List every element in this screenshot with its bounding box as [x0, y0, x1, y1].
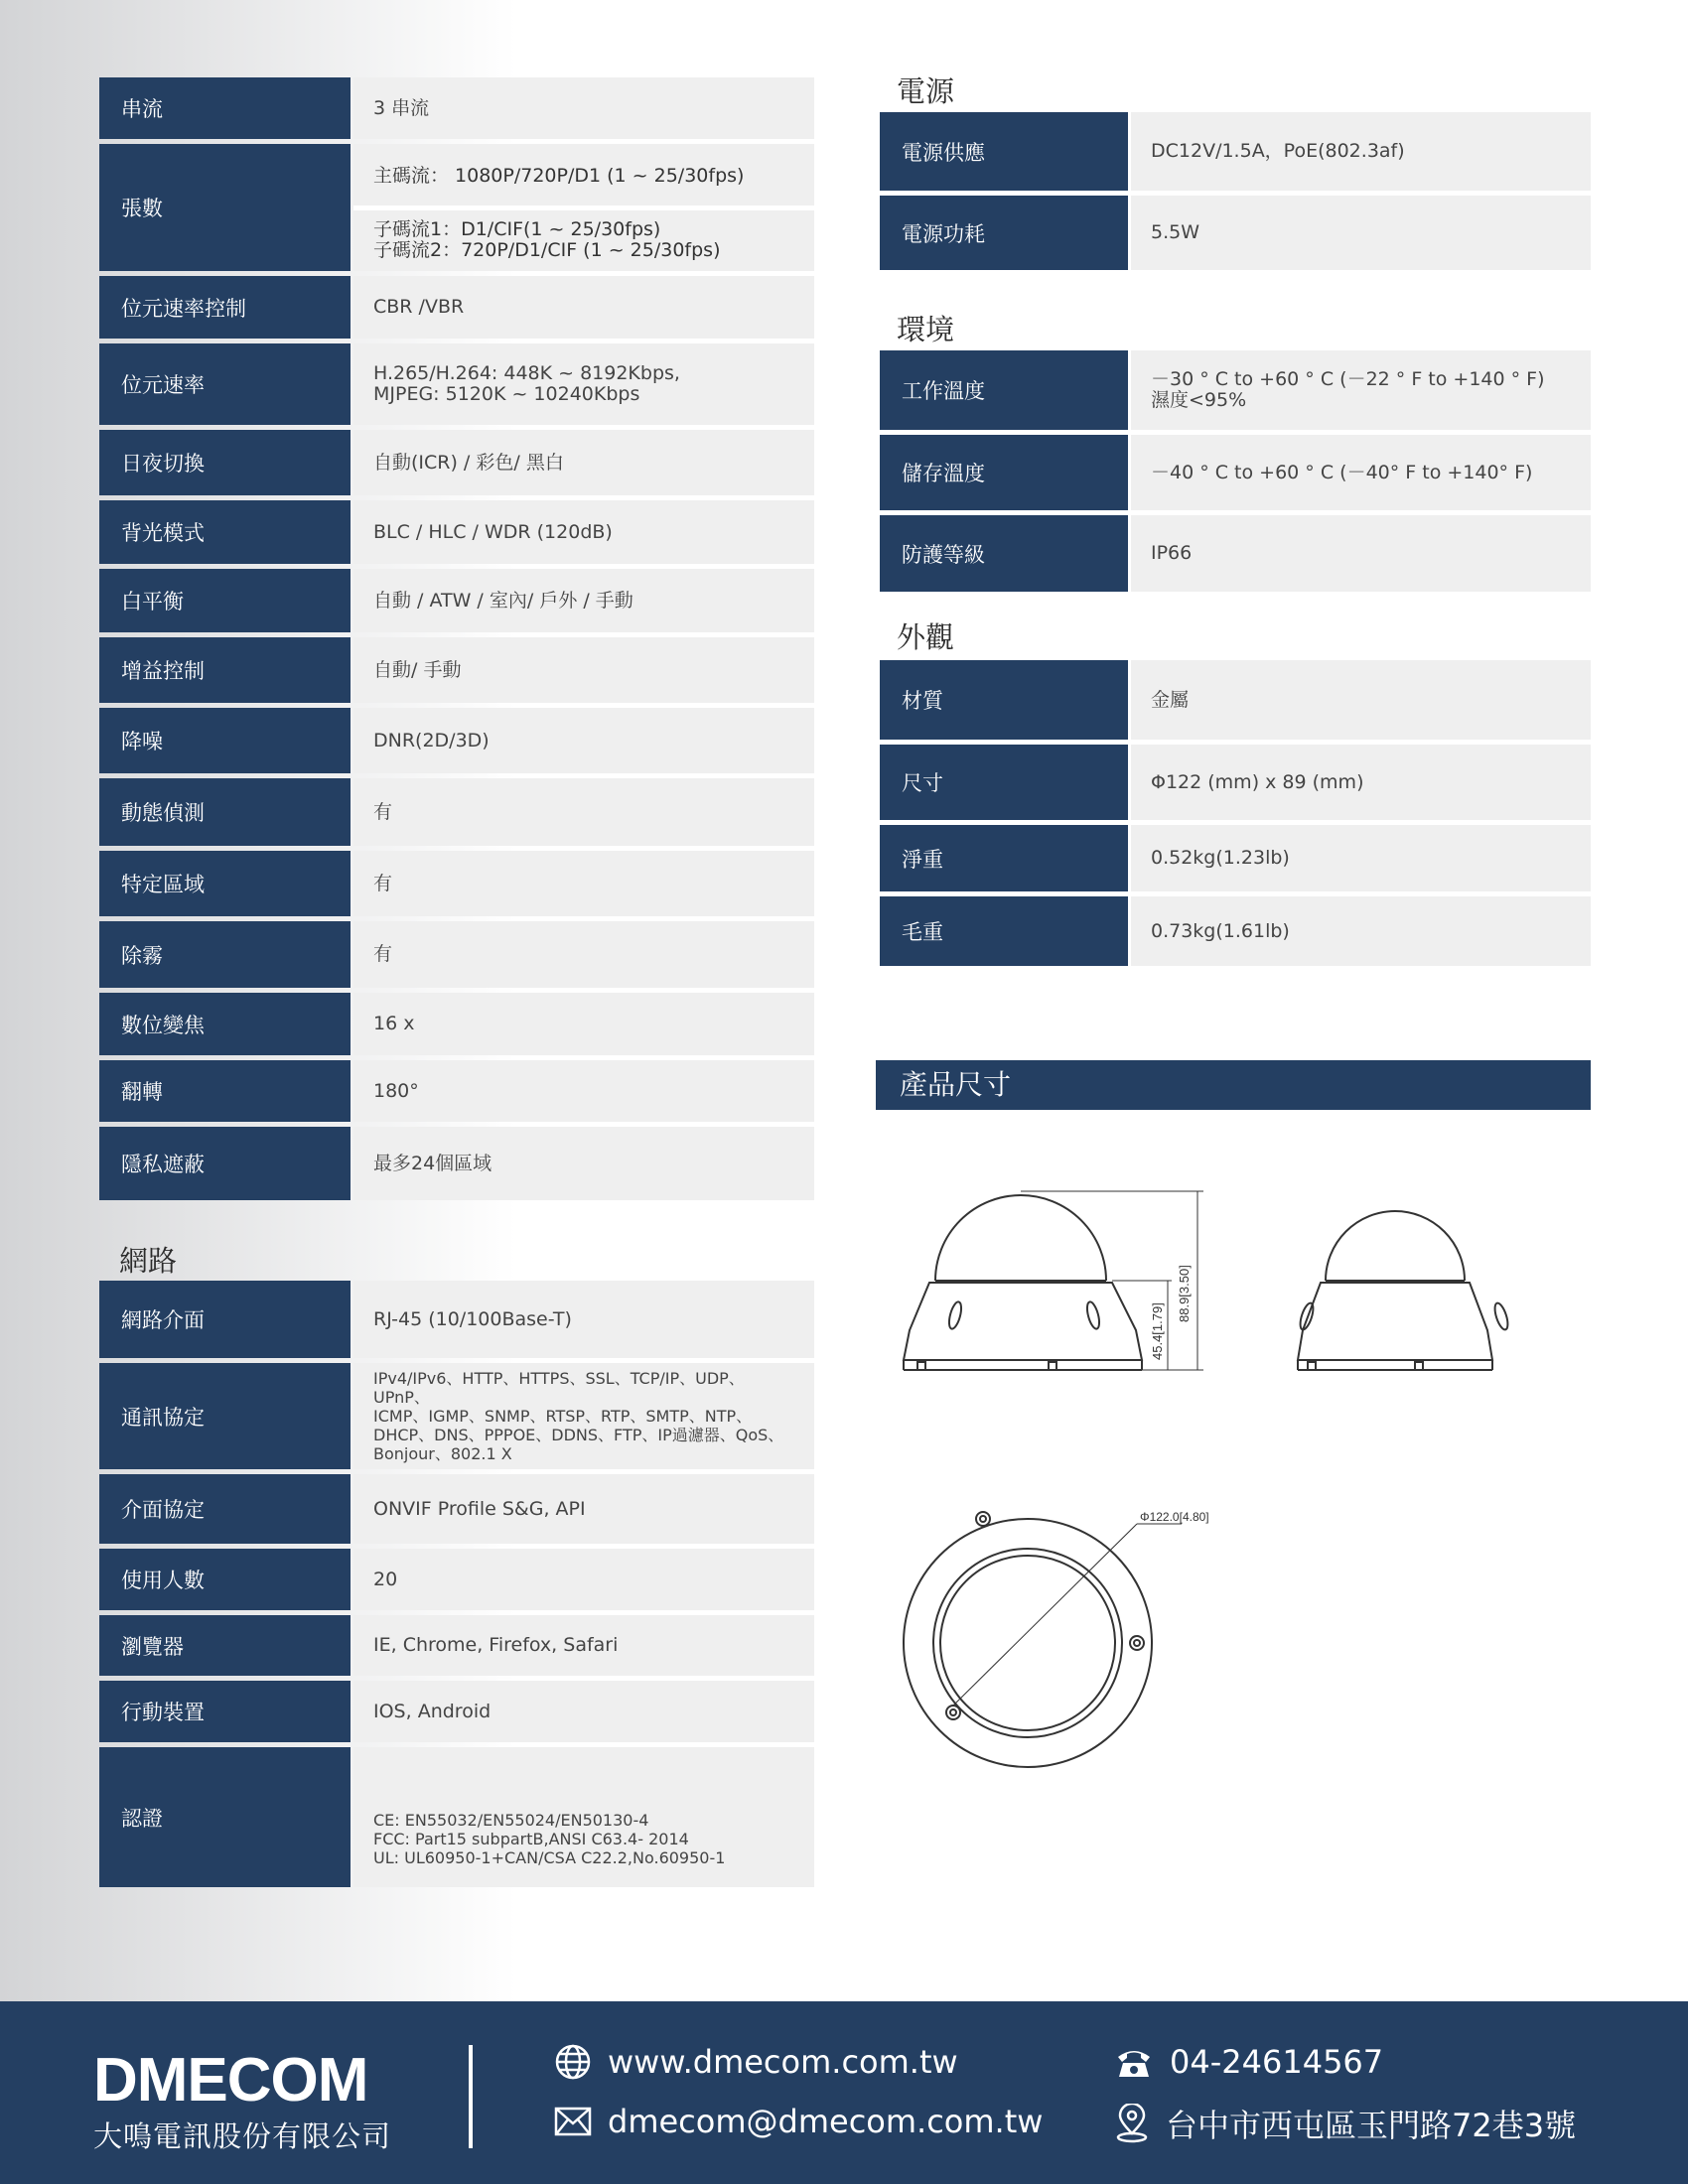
- spec-label: 工作溫度: [880, 350, 1128, 430]
- spec-value: IE, Chrome, Firefox, Safari: [353, 1615, 814, 1676]
- appearance-row: [880, 745, 1591, 820]
- appearance-row: [880, 896, 1591, 966]
- network-row: [99, 1615, 814, 1676]
- spec-label: 網路介面: [99, 1281, 351, 1358]
- spec-value: CBR /VBR: [353, 276, 814, 339]
- environment-section-title: 環境: [897, 313, 955, 346]
- main-stream-value: 主碼流： 1080P/720P/D1 (1 ~ 25/30fps): [353, 144, 814, 205]
- spec-value: 20: [353, 1549, 814, 1610]
- power-spec-table: [880, 107, 1591, 275]
- spec-row-bitrate: [99, 343, 814, 425]
- top-view: [904, 1510, 1209, 1767]
- spec-label: 翻轉: [99, 1060, 351, 1122]
- network-section-title: 網路: [119, 1244, 178, 1278]
- appearance-spec-table: [880, 655, 1591, 971]
- spec-value: 有: [353, 921, 814, 988]
- location-pin-icon: [1114, 2104, 1150, 2143]
- network-row: [99, 1549, 814, 1610]
- spec-value: BLC / HLC / WDR (120dB): [353, 500, 814, 564]
- spec-label: 防護等級: [880, 515, 1128, 592]
- spec-row-defog: [99, 921, 814, 988]
- spec-value: IPv4/IPv6、HTTP、HTTPS、SSL、TCP/IP、UDP、UPnP、 ICMP、IGMP、SNMP、RTSP、RTP、SMTP、NTP、 DHCP、DNS、PPPOE、DDNS、FTP、IP過濾器、QoS、 Bonjour、802.1 X: [353, 1363, 814, 1469]
- spec-value: 有: [353, 851, 814, 916]
- spec-label: 瀏覽器: [99, 1615, 351, 1676]
- spec-label: 張數: [99, 144, 351, 271]
- spec-value: －30 ° C to +60 ° C (－22 ° F to +140 ° F) 濕度<95%: [1131, 350, 1591, 430]
- spec-row-resolution: [99, 144, 814, 271]
- spec-value: 3 串流: [353, 77, 814, 139]
- spec-label: 日夜切換: [99, 430, 351, 495]
- spec-label: 數位變焦: [99, 993, 351, 1055]
- network-row: [99, 1281, 814, 1358]
- spec-label: 淨重: [880, 825, 1128, 891]
- power-row: [880, 112, 1591, 191]
- spec-row-roi: [99, 851, 814, 916]
- network-row: [99, 1474, 814, 1544]
- spec-value: 金屬: [1131, 660, 1591, 740]
- environment-spec-table: [880, 345, 1591, 597]
- spec-row-stream: [99, 77, 814, 139]
- spec-row-bitrate-control: [99, 276, 814, 339]
- spec-value: IP66: [1131, 515, 1591, 592]
- spec-label: 增益控制: [99, 637, 351, 703]
- network-spec-table: [99, 1276, 814, 1892]
- spec-label: 行動裝置: [99, 1681, 351, 1742]
- company-name: 大鳴電訊股份有限公司: [93, 2119, 392, 2153]
- spec-row-flip: [99, 1060, 814, 1122]
- telephone-icon: [1114, 2045, 1154, 2079]
- footer-divider: [469, 2045, 473, 2148]
- resolution-sub-values: [353, 144, 814, 271]
- brand-logo: DMECOM: [93, 2046, 368, 2115]
- appearance-row: [880, 825, 1591, 891]
- email-link[interactable]: dmecom@dmecom.com.tw: [608, 2103, 1044, 2140]
- spec-row-backlight: [99, 500, 814, 564]
- spec-label: 位元速率控制: [99, 276, 351, 339]
- spec-label: 隱私遮蔽: [99, 1127, 351, 1200]
- spec-label: 位元速率: [99, 343, 351, 425]
- spec-row-gain: [99, 637, 814, 703]
- footer: [0, 2001, 1688, 2184]
- spec-row-noise-reduction: [99, 708, 814, 773]
- spec-label: 儲存溫度: [880, 435, 1128, 510]
- environment-row: [880, 515, 1591, 592]
- spec-value: 5.5W: [1131, 196, 1591, 270]
- spec-label: 電源功耗: [880, 196, 1128, 270]
- spec-row-digital-zoom: [99, 993, 814, 1055]
- spec-value: 自動 / ATW / 室內/ 戶外 / 手動: [353, 569, 814, 632]
- base-dimension-label: 45.4[1.79]: [1150, 1302, 1165, 1360]
- spec-label: 尺寸: [880, 745, 1128, 820]
- side-view-plain: [1298, 1211, 1510, 1370]
- spec-value: 自動(ICR) / 彩色/ 黑白: [353, 430, 814, 495]
- network-row: [99, 1363, 814, 1469]
- spec-label: 電源供應: [880, 112, 1128, 191]
- main-spec-table: [99, 72, 814, 1205]
- dimensions-section-title: 產品尺寸: [876, 1060, 1591, 1110]
- spec-value: Φ122 (mm) x 89 (mm): [1131, 745, 1591, 820]
- email-contact[interactable]: [554, 2103, 1043, 2140]
- height-dimension-label: 88.9[3.50]: [1177, 1265, 1192, 1322]
- spec-label: 白平衡: [99, 569, 351, 632]
- spec-value: DC12V/1.5A，PoE(802.3af): [1131, 112, 1591, 191]
- phone-contact[interactable]: [1114, 2043, 1383, 2081]
- spec-label: 除霧: [99, 921, 351, 988]
- spec-label: 通訊協定: [99, 1363, 351, 1469]
- spec-value: 180°: [353, 1060, 814, 1122]
- appearance-section-title: 外觀: [897, 620, 955, 654]
- diameter-dimension-label: Φ122.0[4.80]: [1140, 1510, 1209, 1524]
- spec-label: 串流: [99, 77, 351, 139]
- spec-value: 16 x: [353, 993, 814, 1055]
- spec-label: 背光模式: [99, 500, 351, 564]
- spec-row-privacy-mask: [99, 1127, 814, 1200]
- globe-icon: [554, 2043, 592, 2081]
- spec-label: 介面協定: [99, 1474, 351, 1544]
- spec-label: 材質: [880, 660, 1128, 740]
- power-row: [880, 196, 1591, 270]
- spec-value: DNR(2D/3D): [353, 708, 814, 773]
- spec-row-motion-detection: [99, 778, 814, 846]
- spec-value: CE: EN55032/EN55024/EN50130-4 FCC: Part15 subpartB,ANSI C63.4- 2014 UL: UL60950-1+CAN/CSA C22.2,No.60950-1: [353, 1747, 814, 1887]
- environment-row: [880, 435, 1591, 510]
- website-contact[interactable]: [554, 2043, 958, 2081]
- power-section-title: 電源: [897, 74, 955, 108]
- website-link[interactable]: www.dmecom.com.tw: [608, 2043, 958, 2081]
- dimension-drawing: [874, 1171, 1589, 1787]
- environment-row: [880, 350, 1591, 430]
- spec-value: IOS, Android: [353, 1681, 814, 1742]
- spec-label: 特定區域: [99, 851, 351, 916]
- phone-number[interactable]: 04-24614567: [1170, 2043, 1384, 2081]
- address-text: 台中市西屯區玉門路72巷3號: [1166, 2107, 1577, 2144]
- network-row: [99, 1681, 814, 1742]
- sub-stream-value: 子碼流1：D1/CIF(1 ~ 25/30fps) 子碼流2：720P/D1/CIF (1 ~ 25/30fps): [353, 205, 814, 272]
- spec-value: 自動/ 手動: [353, 637, 814, 703]
- spec-label: 毛重: [880, 896, 1128, 966]
- spec-row-day-night: [99, 430, 814, 495]
- spec-value: －40 ° C to +60 ° C (－40° F to +140° F): [1131, 435, 1591, 510]
- side-view-dimensioned: [904, 1191, 1203, 1370]
- spec-value: 有: [353, 778, 814, 846]
- spec-label: 認證: [99, 1747, 351, 1887]
- spec-value: 0.52kg(1.23lb): [1131, 825, 1591, 891]
- spec-value: ONVIF Profile S&G, API: [353, 1474, 814, 1544]
- mail-icon: [554, 2107, 592, 2136]
- spec-value: RJ-45 (10/100Base-T): [353, 1281, 814, 1358]
- appearance-row: [880, 660, 1591, 740]
- spec-label: 降噪: [99, 708, 351, 773]
- spec-value: H.265/H.264: 448K ~ 8192Kbps, MJPEG: 5120K ~ 10240Kbps: [353, 343, 814, 425]
- network-row: [99, 1747, 814, 1887]
- spec-value: 最多24個區域: [353, 1127, 814, 1200]
- spec-row-white-balance: [99, 569, 814, 632]
- spec-value: 0.73kg(1.61lb): [1131, 896, 1591, 966]
- address-contact: [1114, 2101, 1576, 2146]
- spec-label: 動態偵測: [99, 778, 351, 846]
- spec-label: 使用人數: [99, 1549, 351, 1610]
